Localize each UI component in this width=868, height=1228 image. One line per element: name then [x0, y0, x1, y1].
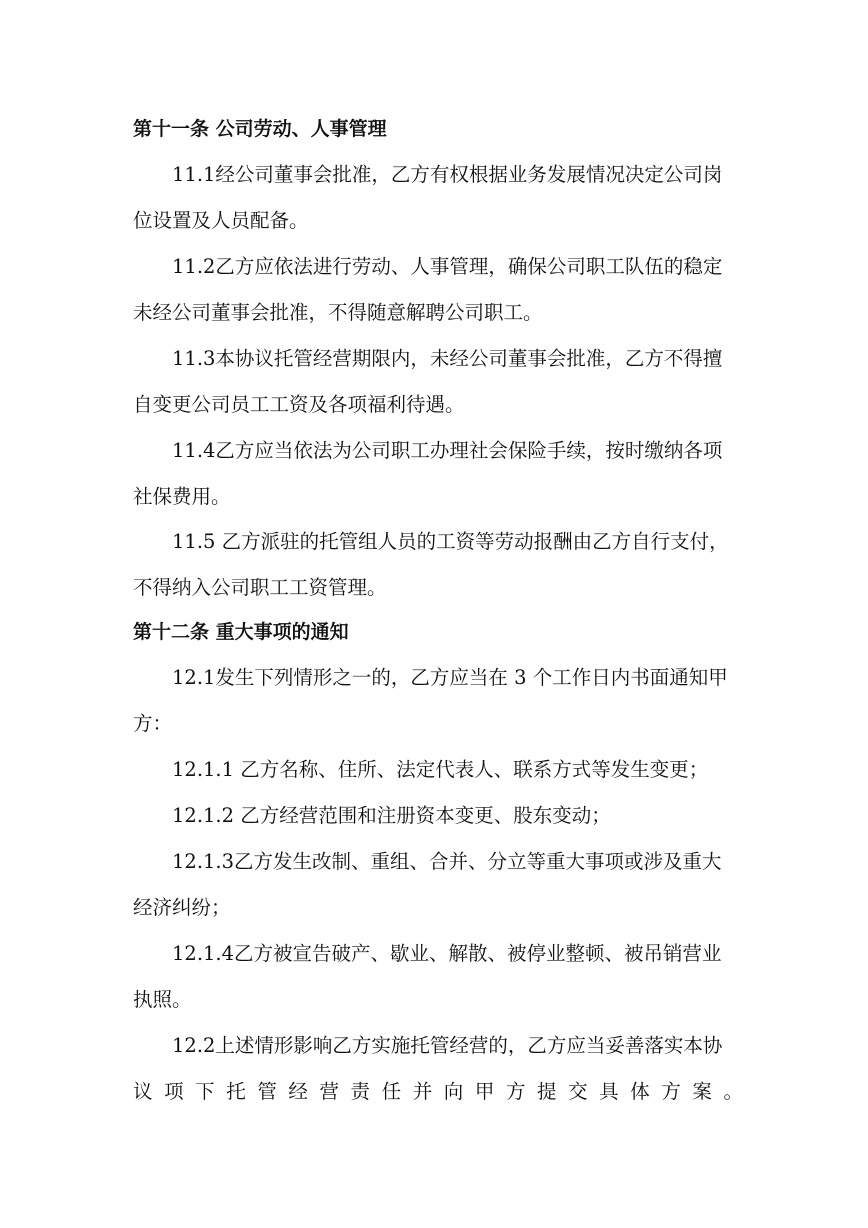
- clause-11-4-line-2: 社保费用。: [133, 485, 231, 508]
- clause-11-2-line-2: 未经公司董事会批准，不得随意解聘公司职工。: [133, 301, 543, 324]
- clause-11-5-line-2: 不得纳入公司职工工资管理。: [133, 576, 387, 599]
- clause-11-3-line-1: 11.3本协议托管经营期限内，未经公司董事会批准，乙方不得擅: [172, 347, 723, 370]
- clause-12-1-line-1: 12.1发生下列情形之一的，乙方应当在 3 个工作日内书面通知甲: [172, 666, 728, 689]
- article-12-heading: 第十二条 重大事项的通知: [133, 621, 349, 643]
- clause-11-5-line-1: 11.5 乙方派驻的托管组人员的工资等劳动报酬由乙方自行支付，: [172, 530, 729, 553]
- clause-12-1-3-line-1: 12.1.3乙方发生改制、重组、合并、分立等重大事项或涉及重大: [172, 850, 722, 873]
- clause-11-2-line-1: 11.2乙方应依法进行劳动、人事管理，确保公司职工队伍的稳定: [172, 255, 723, 278]
- article-11-heading: 第十一条 公司劳动、人事管理: [133, 118, 387, 140]
- clause-12-1-line-2: 方：: [133, 712, 173, 735]
- clause-11-1-line-1: 11.1经公司董事会批准，乙方有权根据业务发展情况决定公司岗: [172, 163, 723, 186]
- clause-12-1-2-line-1: 12.1.2 乙方经营范围和注册资本变更、股东变动；: [172, 804, 611, 827]
- clause-11-3-line-2: 自变更公司员工工资及各项福利待遇。: [133, 393, 465, 416]
- clause-12-1-1-line-1: 12.1.1 乙方名称、住所、法定代表人、联系方式等发生变更；: [172, 758, 709, 781]
- clause-12-2-line-2: 议项下托管经营责任并向甲方提交具体方案。: [133, 1080, 743, 1103]
- clause-12-2-line-1: 12.2上述情形影响乙方实施托管经营的，乙方应当妥善落实本协: [172, 1034, 723, 1057]
- clause-11-4-line-1: 11.4乙方应当依法为公司职工办理社会保险手续，按时缴纳各项: [172, 439, 723, 462]
- clause-11-1-line-2: 位设置及人员配备。: [133, 209, 309, 232]
- clause-12-1-4-line-1: 12.1.4乙方被宣告破产、歇业、解散、被停业整顿、被吊销营业: [172, 942, 722, 965]
- clause-12-1-3-line-2: 经济纠纷；: [133, 896, 231, 919]
- clause-12-1-4-line-2: 执照。: [133, 988, 192, 1011]
